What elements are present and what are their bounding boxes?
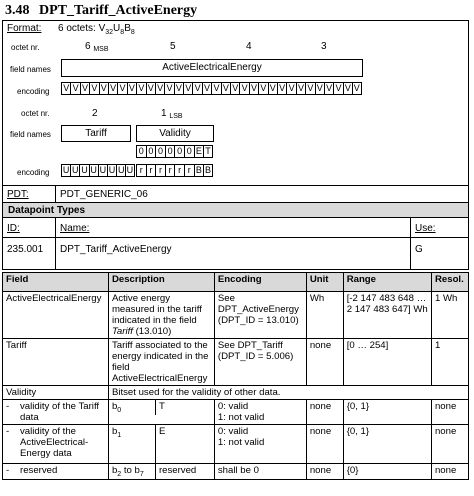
col-range: Range [343,273,431,292]
v-energy-bit [108,425,214,464]
format-sub3: 8 [130,29,135,36]
dp-use-value: G [415,244,423,255]
reserved-bit [108,464,214,480]
field-label-top: field names [10,65,51,74]
reserved-b: b [111,465,118,476]
col-field: Field [3,273,109,292]
bit-cell: V [277,82,286,95]
format-value [58,23,135,36]
pdt-label [7,189,29,200]
format-value-text: 6 octets: V [58,23,106,34]
v-energy-range: {0, 1} [343,425,431,464]
format-sub1: 32 [105,29,114,36]
octet-3: 3 [321,41,327,52]
bit-cell: V [89,82,98,95]
bit-cell: V [80,82,89,95]
tariff-enc: See DPT_Tariff (DPT_ID = 5.006) [214,339,306,386]
bit-cell: V [239,82,248,95]
bit-cell: U [81,165,88,175]
dp-id-header-text: ID: [7,223,20,234]
energy-field-box: ActiveElectricalEnergy [61,59,363,77]
octet-label-top: octet nr. [11,43,40,52]
bit-cell: B [194,164,204,177]
validity-field: Validity [3,386,109,400]
dp-id-header [7,223,20,234]
octet-label-bottom: octet nr. [21,109,50,118]
bit-cell: V [268,82,277,95]
bit-cell: U [72,165,79,175]
bit-cell: 0 [184,145,194,158]
format-mid2: B [124,23,131,34]
energy-resol: 1 Wh [431,292,468,339]
col-encoding: Encoding [214,273,306,292]
tariff-field: Tariff [3,339,109,386]
field-spec-table [2,272,469,480]
bit-cell: V [164,82,173,95]
bit-cell: 0 [165,145,175,158]
bit-cell: V [192,82,201,95]
dp-use-header [415,223,436,234]
v-energy-resol: none [431,425,468,464]
bit-cell: U [90,165,97,175]
reserved-field [3,464,109,480]
encoding-label-top: encoding [17,87,50,96]
bit-cell: r [136,164,146,177]
pdt-label-text: PDT: [7,189,29,200]
tariff-resol: 1 [431,339,468,386]
bit-cell: V [353,83,360,93]
tariff-range: [0 … 254] [343,339,431,386]
bit-cell: U [126,165,134,175]
bit-cell: V [258,82,267,95]
field-label-bottom: field names [10,130,51,139]
v-encoding-cells [61,82,362,95]
pdt-divider [3,185,468,186]
reserved-bitname [109,464,156,479]
v-energy-bsub: 1 [117,431,122,439]
bit-cell: E [194,145,204,158]
reserved-enc: shall be 0 [214,464,306,480]
v-energy-sym: E [158,426,166,437]
reserved-sym: reserved [158,465,197,476]
u-encoding-cells [61,164,135,177]
octet-6-num: 6 [85,41,91,52]
reserved-tosub: 7 [139,470,144,478]
dp-name-value: DPT_Tariff_ActiveEnergy [60,244,172,255]
bit-cell: V [136,82,145,95]
table-row [3,339,469,386]
v-tariff-name: validity of the Tariff data [20,401,100,423]
v-energy-b: b [111,426,118,437]
energy-field: ActiveElectricalEnergy [3,292,109,339]
reserved-to: to b [121,465,140,476]
table-row [3,386,469,400]
bit-cell: r [174,164,184,177]
v-tariff-sym: T [158,401,165,412]
bit-cell: V [61,82,70,95]
octet-1-tag: LSB [169,113,183,120]
spec-header-row [3,273,469,292]
bit-cell: V [305,82,314,95]
v-energy-enc: 0: valid 1: not valid [214,425,306,464]
energy-desc-text: Active energy measured in the tariff indicated in the field [111,293,202,326]
energy-desc-italic: Tariff [111,326,133,337]
bit-cell: U [99,165,107,175]
v-energy-name: validity of the ActiveElectrical-Energy data [20,426,89,459]
octet-5: 5 [170,41,176,52]
octet-4: 4 [246,41,252,52]
bit-cell: V [333,82,342,95]
v-tariff-resol: none [431,400,468,425]
bit-cell: U [62,165,70,175]
table-row [3,425,469,464]
v-energy-unit: none [306,425,343,464]
validity-desc: Bitset used for the validity of other data. [108,386,468,400]
pdt-vdivider [55,185,56,202]
reserved-dash: - [6,465,10,476]
bit-cell: V [211,82,220,95]
bit-cell: V [108,82,117,95]
reserved-bsub: 2 [117,470,122,478]
bit-cell: B [204,165,211,175]
dp-use-header-text: Use: [415,223,436,234]
energy-enc: See DPT_ActiveEnergy (DPT_ID = 13.010) [214,292,306,339]
bit-cell: V [230,82,239,95]
table-row [3,292,469,339]
format-label-wrap [7,23,41,34]
v-tariff-enc: 0: valid 1: not valid [214,400,306,425]
v-tariff-bit [108,400,214,425]
v-tariff-field [3,400,109,425]
v-tariff-bitname [109,400,156,415]
octet-1 [161,108,183,120]
reserved-range: {0} [343,464,431,480]
energy-desc-ref: (13.010) [132,326,172,337]
bit-cell: V [324,82,333,95]
v-tariff-bsub: 0 [117,406,122,414]
section-title: DPT_Tariff_ActiveEnergy [39,3,198,18]
dp-name-header [60,223,89,234]
bit-cell: 0 [174,145,184,158]
octet-6-tag: MSB [93,46,109,53]
reserved-unit: none [306,464,343,480]
format-sub2: 8 [120,29,125,36]
bit-cell: V [202,82,211,95]
tariff-desc: Tariff associated to the energy indicated in the field ActiveElectricalEnergy [108,339,214,386]
v-tariff-dash: - [6,401,10,412]
bit-cell: V [315,82,324,95]
format-label: Format: [7,23,42,34]
encoding-label-bottom: encoding [17,168,50,177]
bit-cell: V [99,82,108,95]
bit-cell: U [108,165,116,175]
bit-cell: V [343,82,352,95]
bit-cell: r [165,164,175,177]
energy-range: [-2 147 483 648 … 2 147 483 647] Wh [343,292,431,339]
bit-cell: V [221,82,230,95]
format-mid: U [113,23,121,34]
section-heading [5,3,197,19]
v-tariff-b: b [111,401,118,412]
bit-cell: r [146,164,156,177]
dp-row-divider [3,237,468,238]
validity-field-box: Validity [136,125,214,142]
v-tariff-unit: none [306,400,343,425]
v-energy-bitname [109,425,156,463]
v-tariff-range: {0, 1} [343,400,431,425]
dp-id-value: 235.001 [7,244,44,255]
format-frame [2,20,469,270]
reserved-name: reserved [20,465,58,476]
datapoint-types-header: Datapoint Types [3,202,468,218]
col-resol: Resol. [431,273,468,292]
bit-cell: V [286,82,295,95]
validity-bits-cells [136,145,213,158]
energy-desc [108,292,214,339]
bit-cell: r [184,164,194,177]
bit-cell: V [296,82,305,95]
bit-cell: V [146,82,155,95]
col-unit: Unit [306,273,343,292]
bit-cell: r [155,164,165,177]
bit-cell: 0 [136,145,146,158]
v-energy-field [3,425,109,464]
tariff-unit: none [306,339,343,386]
octet-1-num: 1 [161,108,167,119]
dp-name-header-text: Name: [60,223,90,234]
bit-cell: V [174,82,183,95]
bit-cell: V [183,82,192,95]
table-row [3,400,469,425]
bit-cell: 0 [155,145,165,158]
bit-cell: V [70,82,79,95]
bit-cell: U [117,165,125,175]
pdt-value: PDT_GENERIC_06 [60,189,148,200]
dp-vline-1 [55,218,56,269]
octet-2: 2 [92,108,98,119]
energy-unit: Wh [306,292,343,339]
octet-6 [85,41,109,53]
bit-cell: V [127,82,136,95]
r-encoding-cells [136,164,213,177]
col-description: Description [108,273,214,292]
v-energy-dash: - [6,426,10,437]
dp-vline-2 [410,218,411,269]
bit-cell: V [117,82,126,95]
tariff-field-box: Tariff [61,125,131,142]
bit-cell: 0 [146,145,156,158]
section-number: 3.48 [5,3,30,18]
bit-cell: V [155,82,164,95]
table-row [3,464,469,480]
bit-cell: T [203,145,213,158]
reserved-resol: none [431,464,468,480]
bit-cell: V [249,82,258,95]
